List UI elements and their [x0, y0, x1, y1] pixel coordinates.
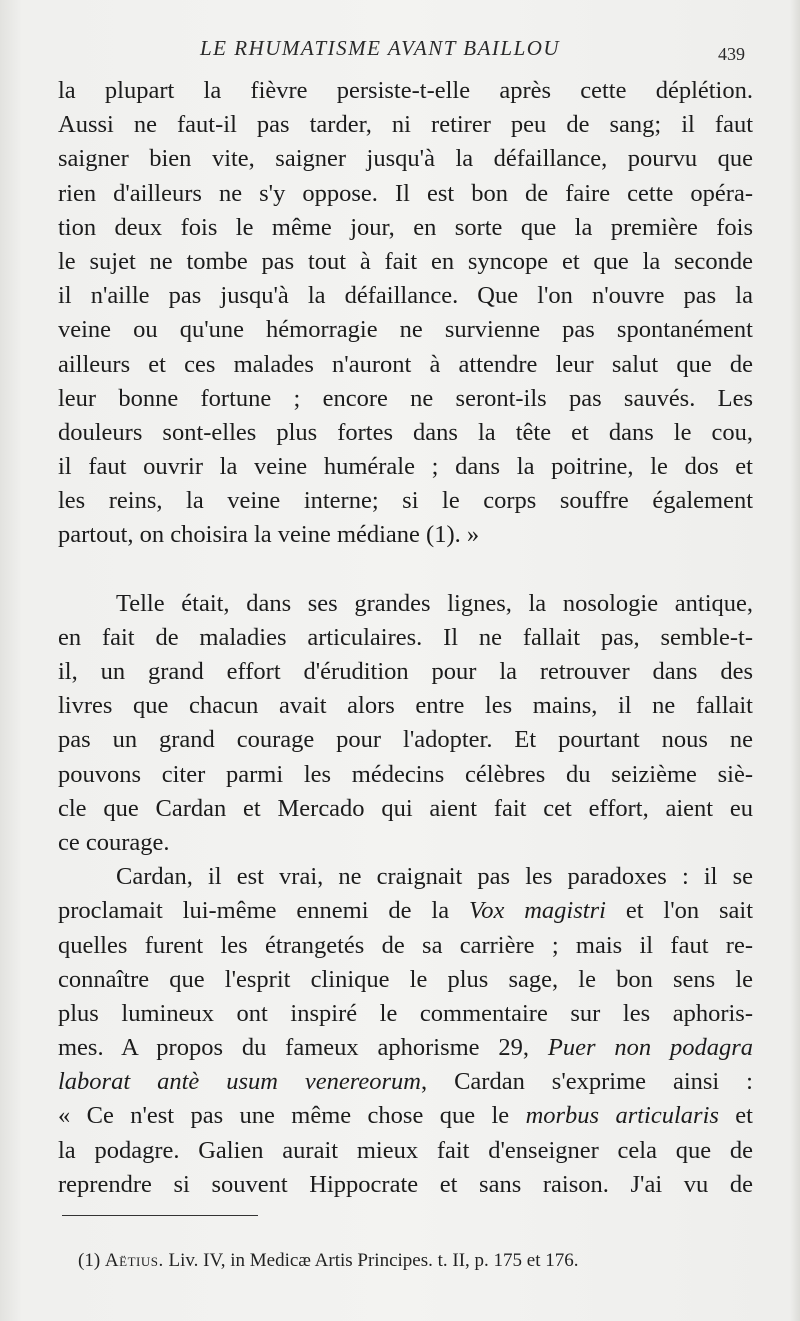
text-line: plus lumineux ont inspiré le commentaire sur les aphoris-	[58, 999, 753, 1027]
text-line: proclamait lui-même ennemi de la Vox magistri et l'on sait	[58, 897, 754, 925]
text-line: ce courage.	[58, 828, 170, 856]
text-line: il n'aille pas jusqu'à la défaillance. Que l'on n'ouvre pas la	[58, 282, 753, 310]
text-line: il, un grand effort d'érudition pour la retrouver dans des	[58, 658, 753, 685]
page-number: 439	[718, 44, 745, 64]
text-line: en fait de maladies articulaires. Il ne fallait pas, semble-t-	[58, 623, 753, 651]
footnote-author: Aëtius.	[104, 1250, 164, 1271]
footnote	[78, 1250, 579, 1272]
text-line: tion deux fois le même jour, en sorte que la première fois	[58, 213, 753, 241]
footnote-rule	[62, 1215, 258, 1216]
text-line: partout, on choisira la veine médiane (1). »	[58, 521, 480, 549]
footnote-text: Liv. IV, in Medicæ Artis Principes. t. II, p. 175 et 176.	[163, 1250, 579, 1271]
text-line: connaître que l'esprit clinique le plus sage, le bon sens le	[58, 965, 753, 993]
text-line: cle que Cardan et Mercado qui aient fait cet effort, aient eu	[58, 794, 753, 822]
text-line: Aussi ne faut-il pas tarder, ni retirer peu de sang; il faut	[58, 111, 753, 139]
text-line: Cardan, il est vrai, ne craignait pas les paradoxes : il se	[116, 863, 753, 891]
text-line: rien d'ailleurs ne s'y oppose. Il est bon de faire cette opéra-	[58, 179, 753, 207]
italic-phrase: Vox magistri	[468, 897, 606, 925]
text-line: pouvons citer parmi les médecins célèbres du seizième siè-	[58, 760, 753, 788]
body-text	[58, 74, 753, 1202]
italic-phrase: morbus articularis	[525, 1102, 719, 1130]
text-line: leur bonne fortune ; encore ne seront-ils pas sauvés. Les	[58, 384, 753, 412]
paragraph-gap	[58, 553, 753, 587]
text-line: livres que chacun avait alors entre les mains, il ne fallait	[58, 692, 753, 720]
text-line: Telle était, dans ses grandes lignes, la nosologie antique,	[116, 589, 753, 617]
text-line: douleurs sont-elles plus fortes dans la tête et dans le cou,	[58, 418, 753, 446]
text-line: le sujet ne tombe pas tout à fait en syncope et que la seconde	[58, 247, 753, 275]
running-title: LE RHUMATISME AVANT BAILLOU	[200, 36, 561, 60]
text-line: il faut ouvrir la veine humérale ; dans la poitrine, le dos et	[58, 453, 753, 481]
text-line: la plupart la fièvre persiste-t-elle après cette déplétion.	[58, 77, 753, 104]
text-line: saigner bien vite, saigner jusqu'à la défaillance, pourvu que	[58, 145, 753, 173]
text-line: ailleurs et ces malades n'auront à attendre leur salut que de	[58, 350, 753, 378]
text-line: pas un grand courage pour l'adopter. Et pourtant nous ne	[58, 726, 753, 754]
text-line: quelles furent les étrangetés de sa carrière ; mais il faut re-	[58, 931, 753, 959]
footnote-marker: (1)	[78, 1250, 101, 1271]
text-line: les reins, la veine interne; si le corps souffre également	[58, 487, 753, 515]
italic-phrase: Puer non podagra	[547, 1034, 753, 1062]
text-line: mes. A propos du fameux aphorisme 29, Puer non podagra	[58, 1034, 753, 1062]
italic-phrase: laborat antè usum venereorum	[58, 1068, 422, 1096]
text-line: reprendre si souvent Hippocrate et sans raison. J'ai vu de	[58, 1170, 753, 1198]
text-line: « Ce n'est pas une même chose que le morbus articularis et	[58, 1102, 753, 1130]
text-line: veine ou qu'une hémorragie ne survienne pas spontanément	[58, 316, 753, 344]
text-line: la podagre. Galien aurait mieux fait d'enseigner cela que de	[58, 1136, 753, 1164]
text-line: laborat antè usum venereorum, Cardan s'exprime ainsi :	[58, 1068, 753, 1096]
